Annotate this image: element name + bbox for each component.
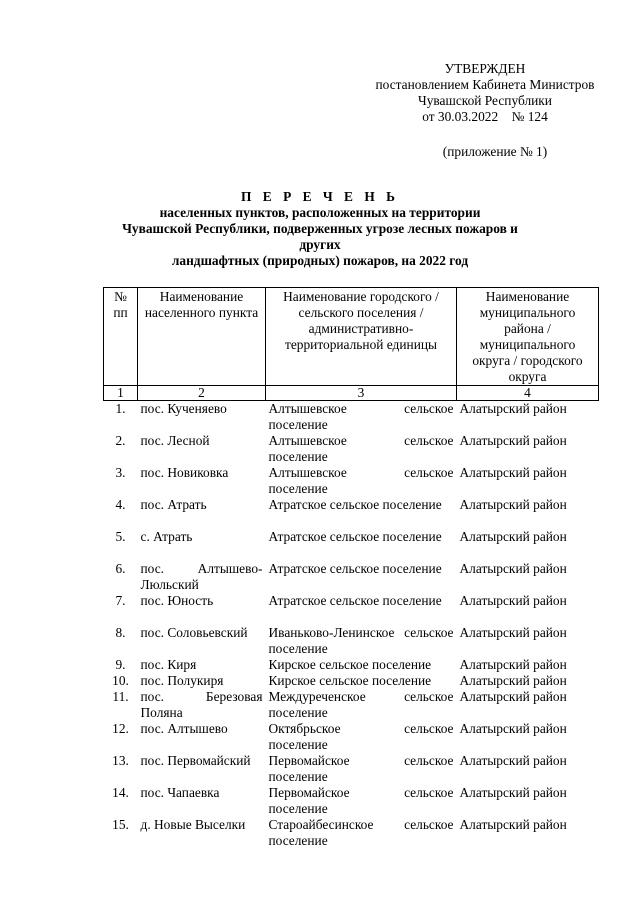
locality-name: пос. Киря — [140, 657, 197, 672]
document-title: П Е Р Е Ч Е Н Ь — [241, 189, 399, 204]
settlement-name: Кирское сельское поселение — [268, 657, 432, 672]
district-name: Алатырский район — [459, 625, 567, 640]
row-number: 2. — [115, 433, 126, 448]
table-row — [104, 561, 599, 593]
table-row — [104, 401, 599, 434]
column-number: 1 — [104, 386, 138, 401]
column-number-row — [104, 386, 599, 401]
locality-name: пос. Соловьевский — [140, 625, 248, 640]
district-name: Алатырский район — [459, 817, 567, 832]
row-number: 10. — [112, 673, 129, 688]
row-number: 6. — [115, 561, 126, 576]
district-name: Алатырский район — [459, 497, 567, 512]
settlement-name: Алтышевское сельское поселение — [268, 465, 454, 496]
settlement-name: Кирское сельское поселение — [268, 673, 432, 688]
row-number: 13. — [112, 753, 129, 768]
approval-line-4: от 30.03.2022 № 124 — [422, 109, 548, 124]
header-number: № пп — [104, 288, 138, 386]
table-row — [104, 529, 599, 561]
district-name: Алатырский район — [459, 673, 567, 688]
header-locality: Наименование населенного пункта — [138, 288, 266, 386]
locality-name: пос. Чапаевка — [140, 785, 220, 800]
row-number: 7. — [115, 593, 126, 608]
header-settlement: Наименование городского / сельского поселения / административно-территориальной единицы — [266, 288, 457, 386]
table-row — [104, 433, 599, 465]
settlement-name: Атратское сельское поселение — [268, 593, 442, 608]
row-number: 3. — [115, 465, 126, 480]
locality-name: пос. Первомайский — [140, 753, 251, 768]
table-row — [104, 673, 599, 689]
row-number: 5. — [115, 529, 126, 544]
district-name: Алатырский район — [459, 529, 567, 544]
appendix-note: (приложение № 1) — [442, 144, 548, 159]
locality-name: с. Атрать — [140, 529, 193, 544]
district-name: Алатырский район — [459, 721, 567, 736]
approval-line-2: постановлением Кабинета Министров — [375, 77, 595, 92]
table-row — [104, 721, 599, 753]
table-row — [104, 689, 599, 721]
row-number: 15. — [112, 817, 129, 832]
settlement-name: Староайбесинское сельское поселение — [268, 817, 454, 848]
district-name: Алатырский район — [459, 401, 567, 416]
row-number: 4. — [115, 497, 126, 512]
settlement-name: Атратское сельское поселение — [268, 497, 442, 512]
column-number: 3 — [266, 386, 457, 401]
district-name: Алатырский район — [459, 689, 567, 704]
table-row — [104, 497, 599, 529]
row-number: 1. — [115, 401, 126, 416]
district-name: Алатырский район — [459, 657, 567, 672]
locality-name: д. Новые Выселки — [140, 817, 246, 832]
settlement-name: Иваньково-Ленинское сельское поселение — [268, 625, 454, 656]
document-subtitle — [100, 205, 540, 269]
row-number: 12. — [112, 721, 129, 736]
table-row — [104, 465, 599, 497]
settlement-name: Первомайское сельское поселение — [268, 785, 454, 816]
table-row — [104, 753, 599, 785]
row-number: 14. — [112, 785, 129, 800]
table-row — [104, 593, 599, 625]
row-number: 11. — [112, 689, 129, 704]
locality-name: пос. Кученяево — [140, 401, 227, 416]
settlement-name: Междуреченское сельское поселение — [268, 689, 454, 720]
table-row — [104, 785, 599, 817]
approval-block — [360, 61, 610, 125]
subtitle-line-3: ландшафтных (природных) пожаров, на 2022 год — [171, 253, 469, 268]
locality-name: пос. Полукиря — [140, 673, 224, 688]
localities-table — [103, 287, 599, 849]
settlement-name: Алтышевское сельское поселение — [268, 401, 454, 432]
locality-name: пос. Атрать — [140, 497, 207, 512]
table-row — [104, 817, 599, 849]
settlement-name: Атратское сельское поселение — [268, 529, 442, 544]
settlement-name: Первомайское сельское поселение — [268, 753, 454, 784]
locality-name: пос. Алтышево — [140, 721, 228, 736]
table-body — [104, 401, 599, 850]
district-name: Алатырский район — [459, 753, 567, 768]
locality-name: пос. Лесной — [140, 433, 210, 448]
row-number: 8. — [115, 625, 126, 640]
row-number: 9. — [115, 657, 126, 672]
settlement-name: Атратское сельское поселение — [268, 561, 442, 576]
district-name: Алатырский район — [459, 433, 567, 448]
table-row — [104, 625, 599, 657]
column-number: 4 — [457, 386, 599, 401]
settlement-name: Октябрьское сельское поселение — [268, 721, 454, 752]
table-header-row — [104, 288, 599, 386]
table-row — [104, 657, 599, 673]
approval-line-3: Чувашской Республики — [418, 93, 552, 108]
column-number: 2 — [138, 386, 266, 401]
approval-line-1: УТВЕРЖДЕН — [444, 61, 526, 76]
district-name: Алатырский район — [459, 561, 567, 576]
settlement-name: Алтышевское сельское поселение — [268, 433, 454, 464]
district-name: Алатырский район — [459, 593, 567, 608]
locality-name: пос. Березовая Поляна — [140, 689, 263, 720]
subtitle-line-2: Чувашской Республики, подверженных угрозе лесных пожаров и других — [122, 221, 518, 252]
district-name: Алатырский район — [459, 785, 567, 800]
locality-name: пос. Новиковка — [140, 465, 229, 480]
district-name: Алатырский район — [459, 465, 567, 480]
locality-name: пос. Юность — [140, 593, 214, 608]
locality-name: пос. Алтышево-Люльский — [140, 561, 263, 592]
subtitle-line-1: населенных пунктов, расположенных на территории — [159, 205, 481, 220]
header-district: Наименование муниципального района / муниципального округа / городского округа — [457, 288, 599, 386]
